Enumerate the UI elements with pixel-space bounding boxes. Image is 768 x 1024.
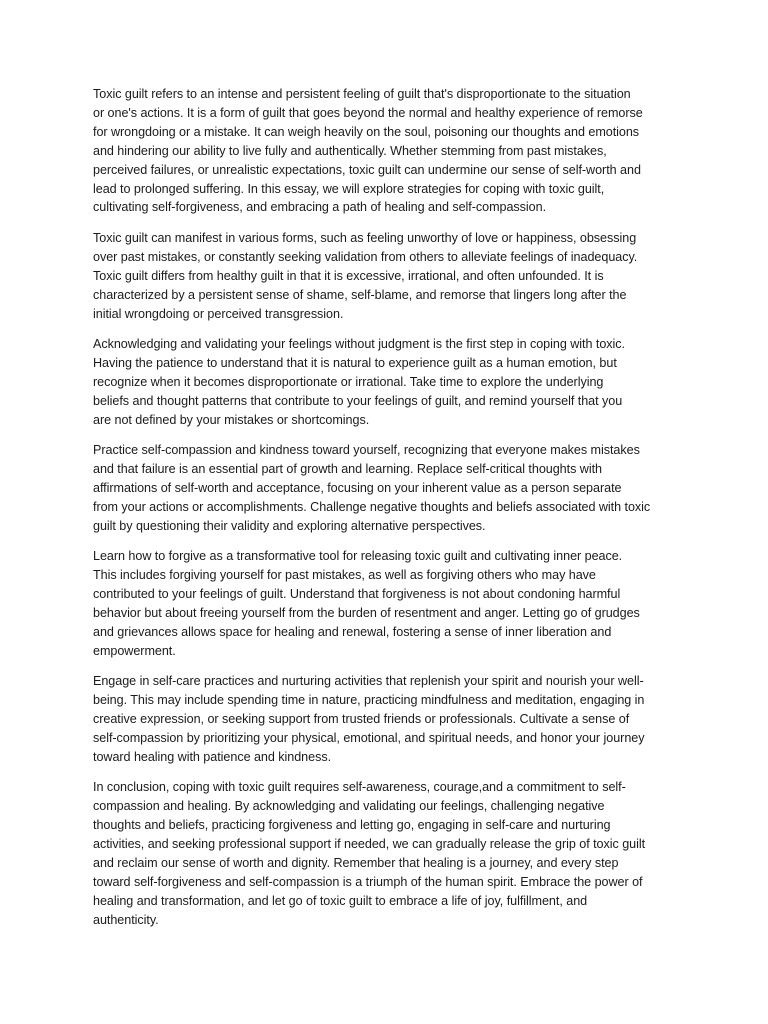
paragraph-forms-of-toxic-guilt: Toxic guilt can manifest in various forms, such as feeling unworthy of love or happiness, obsessing over past mistakes, or constantly seeking validation from others to alleviate feelings of inadequacy. Toxic guilt differs from healthy guilt in that it is excessive, irrational, and often unfounded. It is characterized by a persistent sense of shame, self-blame, and remorse that lingers long after the initial wrongdoing or perceived transgression.: [93, 230, 638, 321]
paragraph-acknowledging-feelings: Acknowledging and validating your feelings without judgment is the first step in coping with toxic. Having the patience to understand that it is natural to experience guilt as a human emotion, but recognize when it becomes disproportionate or irrational. Take time to explore the underlying beliefs and thought patterns that contribute to your feelings of guilt, and remind yourself that you are not defined by your mistakes or shortcomings.: [93, 337, 625, 427]
paragraph-self-compassion: Practice self-compassion and kindness toward yourself, recognizing that everyone makes mistakes and that failure is an essential part of growth and learning. Replace self-critical thoughts with affirmations of self-worth and acceptance, focusing on your inherent value as a person separate from your actions or accomplishments. Challenge negative thoughts and beliefs associated with toxic guilt by questioning their validity and exploring alternative perspectives.: [93, 443, 651, 533]
paragraph-self-care: Engage in self-care practices and nurturing activities that replenish your spirit and nourish your well- being. This may include spending time in nature, practicing mindfulness and meditation, engaging in creative expression, or seeking support from trusted friends or professionals. Cultivate a sense of self-compassion by prioritizing your physical, emotional, and spiritual needs, and honor your journey toward healing with patience and kindness.: [93, 674, 645, 764]
paragraph-introduction: Toxic guilt refers to an intense and persistent feeling of guilt that's disproportionate to the situation or one's actions. It is a form of guilt that goes beyond the normal and healthy experience of remorse for wrongdoing or a mistake. It can weigh heavily on the soul, poisoning our thoughts and emotions and hindering our ability to live fully and authentically. Whether stemming from past mistakes, perceived failures, or unrealistic expectations, toxic guilt can undermine our sense of self-worth and lead to prolonged suffering. In this essay, we will explore strategies for coping with toxic guilt, cultivating self-forgiveness, and embracing a path of healing and self-compassion.: [93, 87, 643, 215]
paragraph-conclusion: In conclusion, coping with toxic guilt requires self-awareness, courage,and a commitment to self- compassion and healing. By acknowledging and validating our feelings, challenging negative thoughts and beliefs, practicing forgiveness and letting go, engaging in self-care and nurturing activities, and seeking professional support if needed, we can gradually release the grip of toxic guilt and reclaim our sense of worth and dignity. Remember that healing is a journey, and every step toward self-forgiveness and self-compassion is a triumph of the human spirit. Embrace the power of healing and transformation, and let go of toxic guilt to embrace a life of joy, fulfillment, and authenticity.: [93, 780, 646, 927]
document-page: [93, 85, 683, 941]
paragraph-forgiveness: Learn how to forgive as a transformative tool for releasing toxic guilt and cultivating inner peace. This includes forgiving yourself for past mistakes, as well as forgiving others who may have contributed to your feelings of guilt. Understand that forgiveness is not about condoning harmful behavior but about freeing yourself from the burden of resentment and anger. Letting go of grudges and grievances allows space for healing and renewal, fostering a sense of inner liberation and empowerment.: [93, 549, 640, 658]
